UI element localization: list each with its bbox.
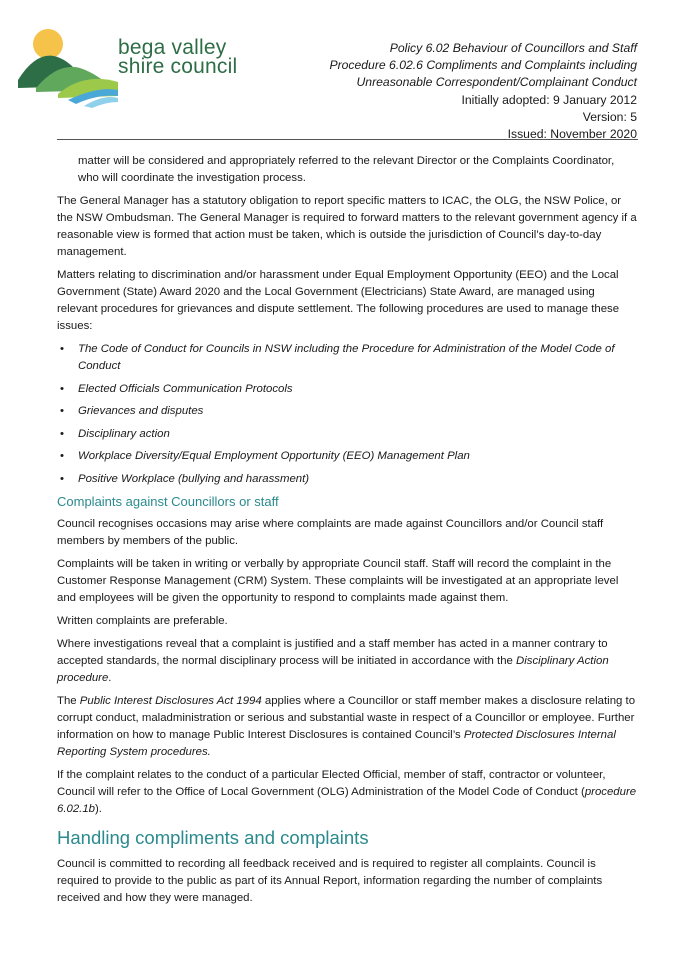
page-header — [0, 0, 675, 140]
adopted-date: Initially adopted: 9 January 2012 — [461, 92, 637, 107]
list-item: • Grievances and disputes — [57, 403, 637, 420]
policy-title: Policy 6.02 Behaviour of Councillors and Staff — [389, 41, 637, 55]
bullet-icon: • — [60, 343, 64, 355]
bullet-icon: • — [60, 450, 64, 462]
logo-mark-icon — [18, 28, 118, 108]
paragraph-elected-official: If the complaint relates to the conduct of a particular Elected Official, member of staff, contractor or volunteer, Council will refer to the Office of Local Government (OLG) Administration of the Model Code of Conduct (procedure 6.02.1b). — [57, 769, 637, 815]
council-logo — [18, 28, 248, 108]
disciplinary-procedure-ref: Disciplinary Action procedure — [57, 655, 609, 684]
procedure-title-line1: Procedure 6.02.6 Compliments and Complaints including — [329, 58, 637, 73]
bullet-icon: • — [60, 472, 64, 485]
bullet-icon: • — [60, 427, 64, 440]
paragraph-complaints-taken: Complaints will be taken in writing or verbally by appropriate Council staff. Staff will record the complaint in the Customer Response Management (CRM) System. These complaints will be investigated at an appropriate level and employees will be given the opportunity to respond to complaints made against them. — [57, 558, 619, 604]
paragraph-general-manager: The General Manager has a statutory obligation to report specific matters to ICAC, the OLG, the NSW Police, or the NSW Ombudsman. The General Manager is required to forward matters to the relevant government agency if a reasonable view is formed that action must be taken, which is outside the jurisdiction of Council’s day-to-day management. — [57, 195, 637, 258]
paragraph-investigations: Where investigations reveal that a complaint is justified and a staff member has acted in a manner contrary to accepted standards, the normal disciplinary process will be initiated in accordance with the Disciplinary Action procedure. — [57, 638, 609, 684]
version-number: Version: 5 — [582, 109, 637, 124]
document-body — [57, 153, 637, 913]
paragraph-recognises: Council recognises occasions may arise where complaints are made against Councillors and/or Council staff members by members of the public. — [57, 518, 604, 547]
document-metadata — [329, 40, 637, 143]
logo-sun — [33, 29, 63, 59]
bullet-icon: • — [60, 405, 64, 417]
list-item: • Positive Workplace (bullying and harassment) — [57, 471, 637, 488]
heading-handling-compliments: Handling compliments and complaints — [57, 827, 369, 848]
issued-date: Issued: November 2020 — [507, 127, 637, 142]
list-item: • Disciplinary action — [57, 426, 637, 443]
logo-text-line1: bega valley — [118, 36, 227, 59]
paragraph-eeo: Matters relating to discrimination and/or harassment under Equal Employment Opportunity (EEO) and the Local Government (State) Award 2020 and the Local Government (Electricians) State Award, are managed using relevant procedures for grievances and dispute settlement. The following procedures are used to manage these issues: — [57, 269, 620, 332]
procedure-ref: procedure 6.02.1b — [57, 786, 637, 815]
procedures-list — [57, 341, 637, 488]
heading-complaints-against-staff: Complaints against Councillors or staff — [57, 494, 279, 509]
header-divider — [57, 139, 638, 140]
bullet-icon: • — [60, 382, 64, 395]
pid-act-ref: Public Interest Disclosures Act 1994 — [79, 695, 262, 707]
list-item: • The Code of Conduct for Councils in NSW including the Procedure for Administration of the Model Code of Conduct — [60, 343, 615, 372]
paragraph-continued: matter will be considered and appropriately referred to the relevant Director or the Complaints Coordinator, who will coordinate the investigation process. — [78, 155, 615, 184]
protected-disclosures-ref: Protected Disclosures Internal Reporting System procedures. — [57, 729, 616, 758]
paragraph-committed: Council is committed to recording all feedback received and is required to register all complaints. Council is required to provide to the public as part of its Annual Report, information regarding the number of complaints received and how they were managed. — [57, 858, 603, 904]
paragraph-written: Written complaints are preferable. — [57, 615, 228, 627]
paragraph-public-interest: The Public Interest Disclosures Act 1994 applies where a Councillor or staff member makes a disclosure relating to corrupt conduct, maladministration or serious and substantial waste in respect of a Councillor or employee. Further information on how to manage Public Interest Disclosures is contained Council’s Protected Disclosures Internal Reporting System procedures. — [57, 695, 636, 758]
list-item: • Elected Officials Communication Protocols — [57, 381, 637, 398]
procedure-title-line2: Unreasonable Correspondent/Complainant Conduct — [356, 75, 637, 90]
list-item: • Workplace Diversity/Equal Employment Opportunity (EEO) Management Plan — [57, 448, 637, 465]
logo-text-line2: shire council — [118, 55, 238, 78]
